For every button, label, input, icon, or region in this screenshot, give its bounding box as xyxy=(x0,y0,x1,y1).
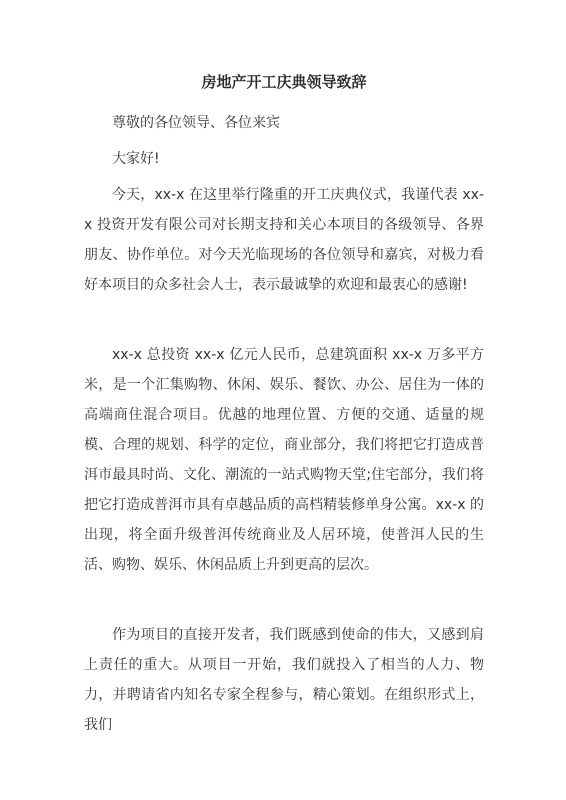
paragraph-3: 作为项目的直接开发者，我们既感到使命的伟大，又感到肩上责任的重大。从项目一开始，我们就投入了相当的人力、物力，并聘请省内知名专家全程参与，精心策划。在组织形式上，我们 xyxy=(84,627,484,733)
document-title: 房地产开工庆典领导致辞 xyxy=(201,73,367,91)
greeting: 大家好! xyxy=(112,151,160,167)
paragraph-2: xx-x 总投资 xx-x 亿元人民币，总建筑面积 xx-x 万多平方米，是一个汇集购物、休闲、娱乐、餐饮、办公、居住为一体的高端商住混合项目。优越的地理位置、方便的交通、适量的规模、合理的规划、科学的定位，商业部分，我们将把它打造成普洱市最具时尚、文化、潮流的一站式购物天堂;住宅部分，我们将把它打造成普洱市具有卓越品质的高档精装修单身公寓。xx-x 的出现，将全面升级普洱传统商业及人居环境，使普洱人民的生活、购物、娱乐、休闲品质上升到更高的层次。 xyxy=(84,347,484,573)
salutation: 尊敬的各位领导、各位来宾 xyxy=(112,115,280,131)
paragraph-1: 今天，xx-x 在这里举行隆重的开工庆典仪式，我谨代表 xx-x 投资开发有限公司对长期支持和关心本项目的各级领导、各界朋友、协作单位。对今天光临现场的各位领导和嘉宾，对极力看好本项目的众多社会人士，表示最诚挚的欢迎和最衷心的感谢! xyxy=(84,187,484,293)
